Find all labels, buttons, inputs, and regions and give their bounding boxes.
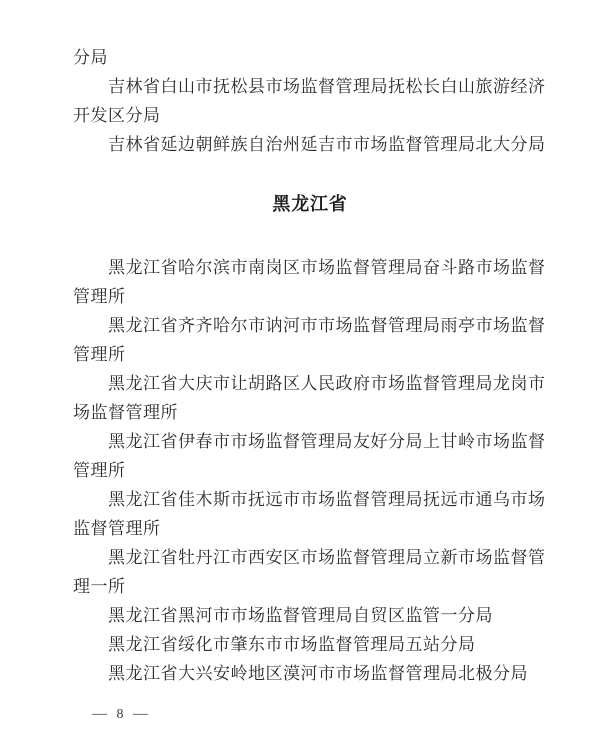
document-line: 黑龙江省哈尔滨市南岗区市场监督管理局奋斗路市场监督 bbox=[108, 258, 546, 277]
document-line: 分局 bbox=[73, 48, 108, 67]
page-number: 8 bbox=[116, 707, 124, 722]
body-paragraphs bbox=[73, 253, 547, 688]
document-line: 监督管理所 bbox=[73, 519, 161, 538]
intro-paragraphs bbox=[73, 43, 547, 159]
document-line: 管理所 bbox=[73, 287, 126, 306]
document-line: 开发区分局 bbox=[73, 106, 161, 125]
document-line: 场监督管理所 bbox=[73, 403, 178, 422]
document-line: 黑龙江省佳木斯市抚远市市场监督管理局抚远市通乌市场 bbox=[108, 490, 546, 509]
document-line: 黑龙江省伊春市市场监督管理局友好分局上甘岭市场监督 bbox=[108, 432, 546, 451]
document-line: 黑龙江省大兴安岭地区漠河市市场监督管理局北极分局 bbox=[108, 664, 528, 683]
page-footer bbox=[92, 706, 149, 723]
document-line: 黑龙江省黑河市市场监督管理局自贸区监管一分局 bbox=[108, 606, 493, 625]
document-line: 理一所 bbox=[73, 577, 126, 596]
document-line: 黑龙江省绥化市肇东市市场监督管理局五站分局 bbox=[108, 635, 476, 654]
footer-dash-left: — bbox=[92, 706, 108, 722]
section-heading: 黑龙江省 bbox=[272, 194, 348, 214]
document-line: 黑龙江省齐齐哈尔市讷河市市场监督管理局雨亭市场监督 bbox=[108, 316, 546, 335]
document-content bbox=[73, 43, 547, 688]
document-line: 吉林省延边朝鲜族自治州延吉市市场监督管理局北大分局 bbox=[108, 135, 546, 154]
document-line: 吉林省白山市抚松县市场监督管理局抚松长白山旅游经济 bbox=[108, 77, 546, 96]
document-line: 黑龙江省大庆市让胡路区人民政府市场监督管理局龙岗市 bbox=[108, 374, 546, 393]
document-line: 管理所 bbox=[73, 345, 126, 364]
document-line: 管理所 bbox=[73, 461, 126, 480]
document-line: 黑龙江省牡丹江市西安区市场监督管理局立新市场监督管 bbox=[108, 548, 546, 567]
footer-dash-right: — bbox=[133, 706, 149, 722]
